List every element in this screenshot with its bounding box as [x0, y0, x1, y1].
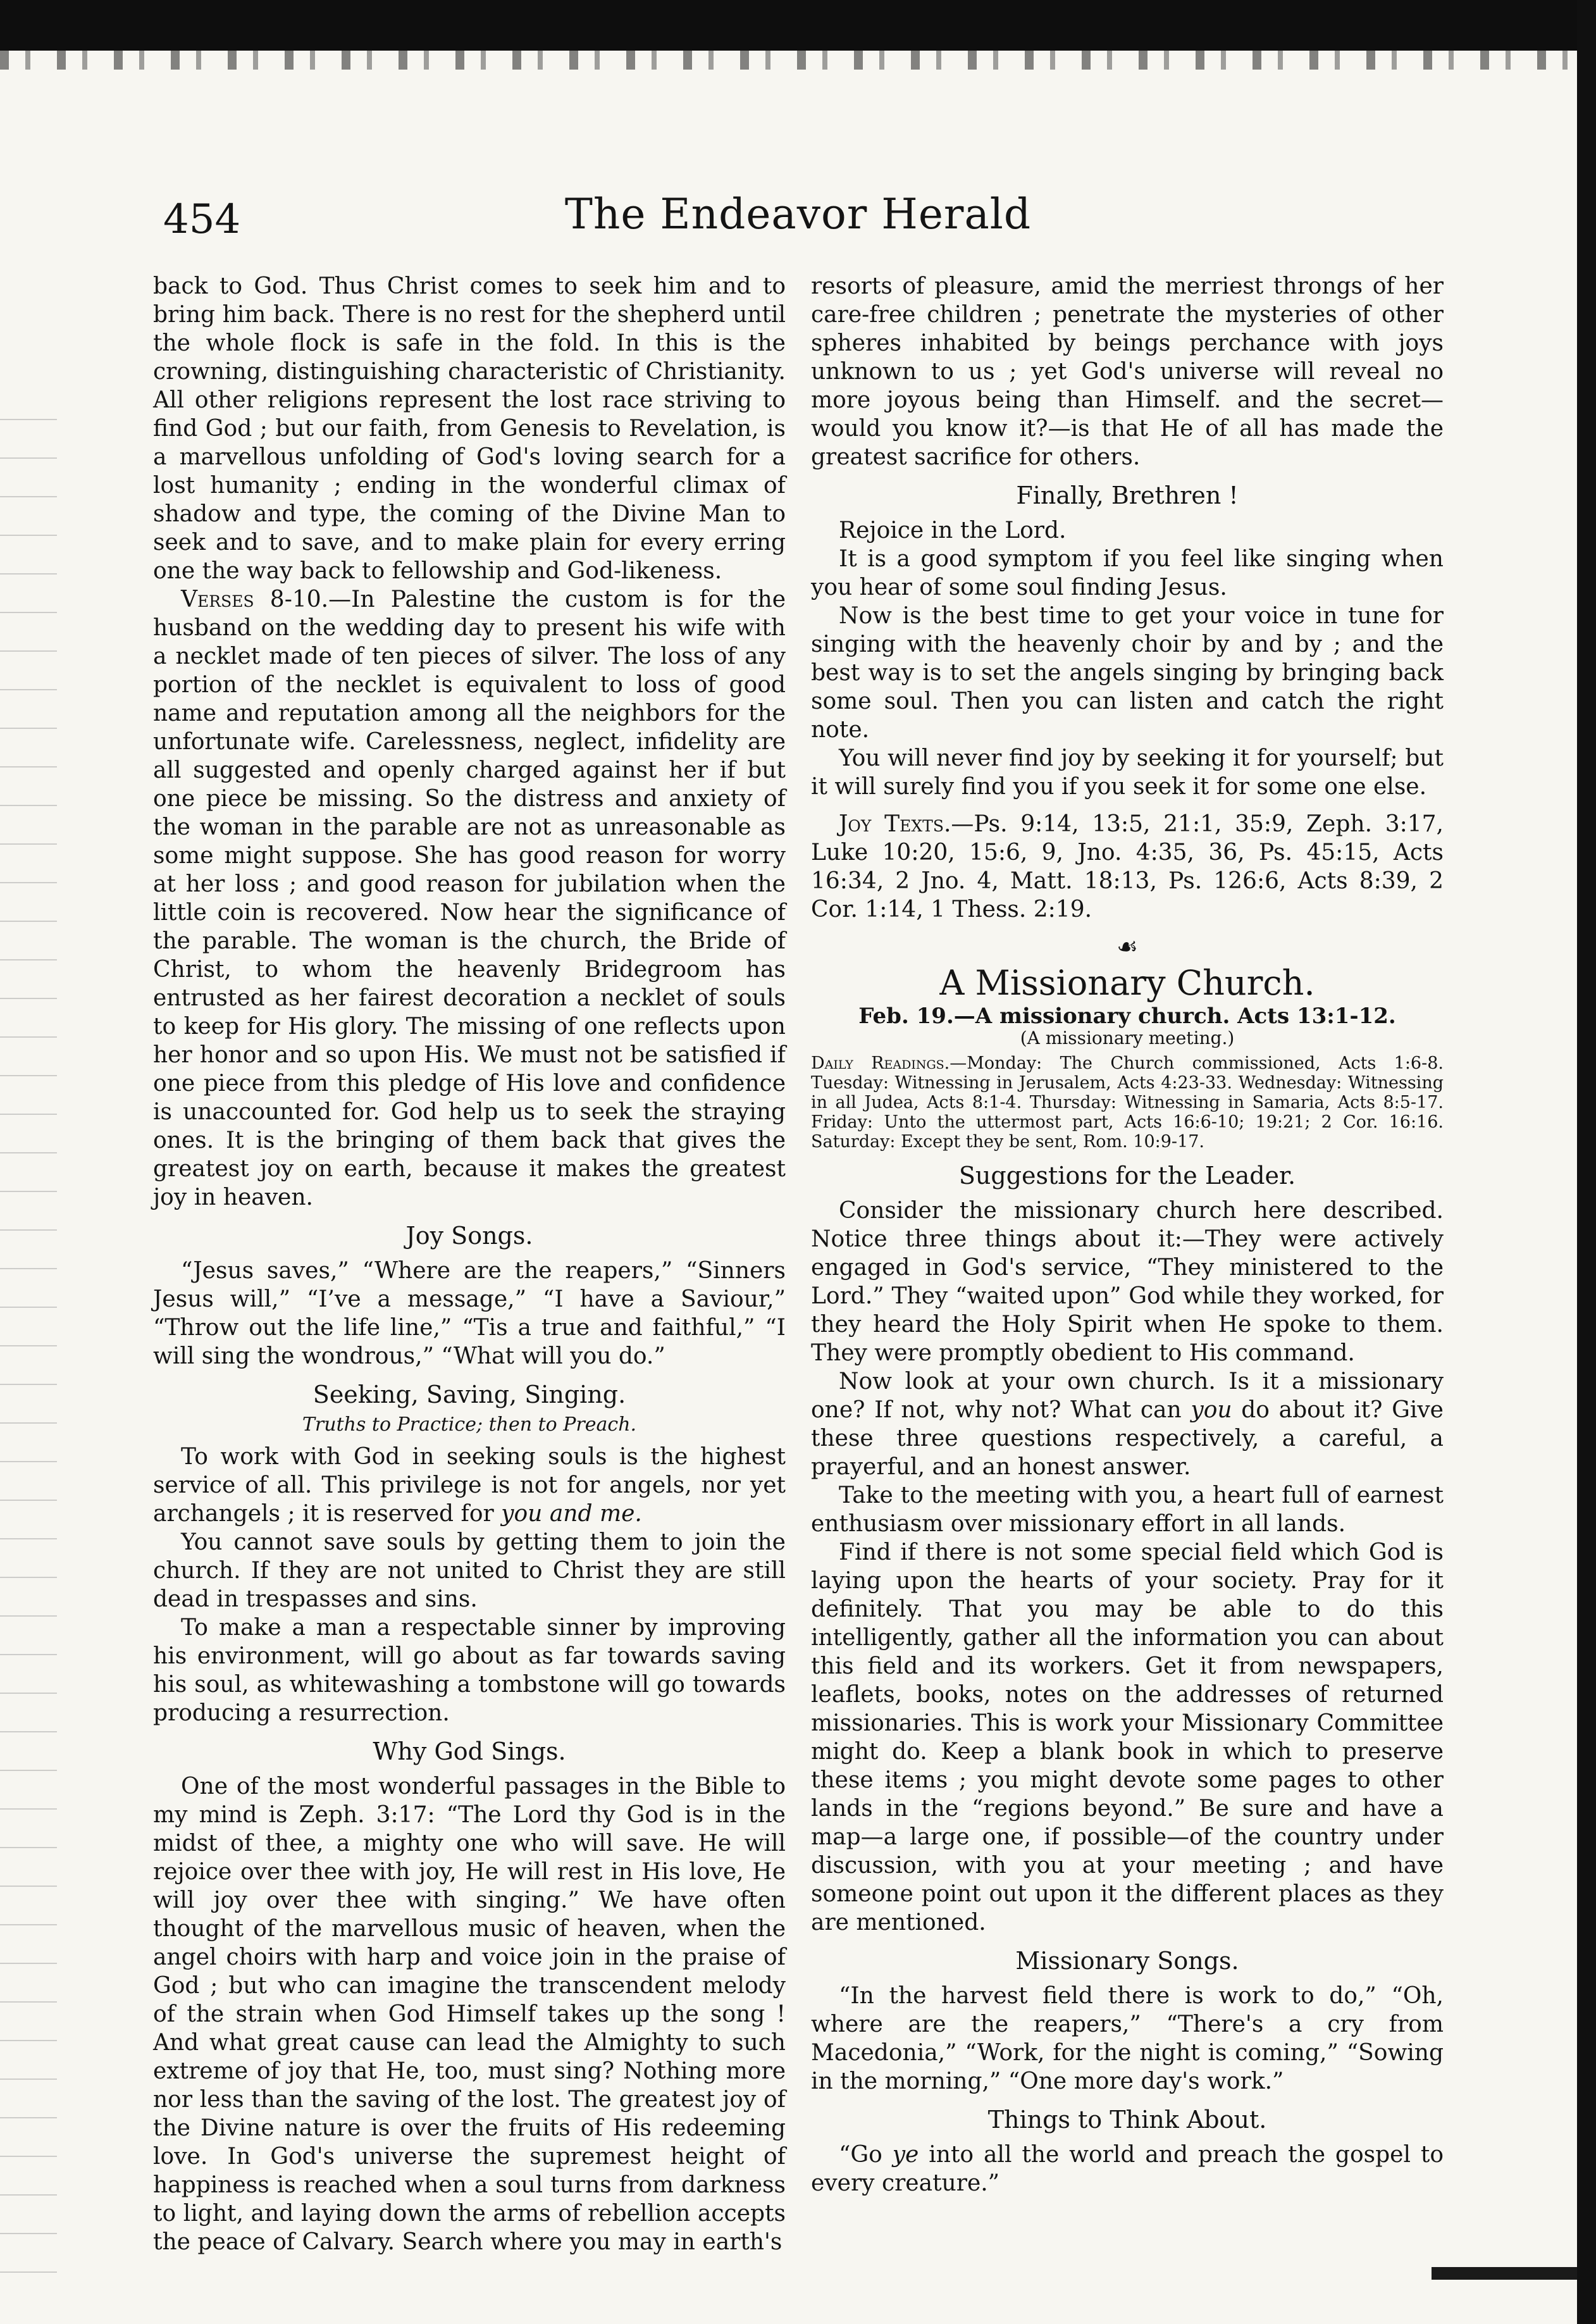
verses-label: Verses 8-10.	[181, 587, 329, 612]
paragraph: “Go ye into all the world and preach the gospel to every creature.”	[811, 2142, 1444, 2196]
missionary-church-title: A Missionary Church.	[939, 963, 1315, 1003]
paragraph: One of the most wonderful passages in the Bible to my mind is Zeph. 3:17: “The Lord thy God is in the midst of thee, a mighty one who will save. He will rejoice over thee with joy, He will rest in His love, He will joy over thee with singing.” We have often thought of the marvellous music of heaven, when the angel choirs with harp and voice join in the praise of God ; but who can imagine the transcendent melody of the strain when God Himself takes up the song ! And what great cause can lead the Almighty to such extreme of joy that He, too, must sing? Nothing more nor less than the saving of the lost. The greatest joy of the Divine nature is over the fruits of His redeeming love. In God's universe the supremest height of happiness is reached when a soul turns from darkness to light, and laying down the arms of rebellion accepts the peace of Calvary. Search where you may in earth's	[153, 1774, 786, 2255]
seeking-subheading: Truths to Practice; then to Preach.	[302, 1414, 637, 1436]
lesson-line: Feb. 19.—A missionary church. Acts 13:1-12.	[858, 1004, 1396, 1029]
joy-songs-heading: Joy Songs.	[405, 1222, 533, 1250]
left-column	[153, 272, 786, 2256]
why-god-sings-heading: Why God Sings.	[373, 1737, 566, 1765]
paragraph: You cannot save souls by getting them to join the church. If they are not united to Christ they are still dead in trespasses and sins.	[153, 1529, 786, 1612]
seeking-heading: Seeking, Saving, Singing.	[312, 1381, 626, 1408]
joy-texts-label: Joy Texts.	[839, 811, 951, 837]
paragraph: Now is the best time to get your voice in tune for singing with the heavenly choir by and by ; and the best way is to set the angels singing by bringing back some soul. Then you can listen and catch the right note.	[811, 603, 1444, 743]
paragraph: “In the harvest field there is work to do,” “Oh, where are the reapers,” “There's a cry from Macedonia,” “Work, for the night is coming,” “Sowing in the morning,” “One more day's work.”	[811, 1983, 1444, 2094]
paragraph: To work with God in seeking souls is the highest service of all. This privilege is not for angels, nor yet archangels ; it is reserved for you and me.	[153, 1444, 786, 1527]
paragraph: Take to the meeting with you, a heart full of earnest enthusiasm over missionary effort in all lands.	[811, 1482, 1444, 1537]
lesson-subtitle: (A missionary meeting.)	[1020, 1028, 1235, 1048]
daily-readings: Daily Readings.—Monday: The Church commissioned, Acts 1:6-8. Tuesday: Witnessing in Jerusalem, Acts 4:23-33. Wednesday: Witnessing in all Judea, Acts 8:1-4. Thursday: Witnessing in Samaria, Acts 8:5-17. Friday: Unto the uttermost part, Acts 16:6-10; 19:21; 2 Cor. 16:16. Saturday: Except they be sent, Rom. 10:9-17.	[811, 1053, 1444, 1152]
scan-top-border	[0, 0, 1596, 51]
scan-left-margin-marks	[0, 405, 57, 2303]
ornament-icon: ☙	[1116, 933, 1139, 960]
paragraph: It is a good symptom if you feel like singing when you hear of some soul finding Jesus.	[811, 546, 1444, 600]
missionary-songs-heading: Missionary Songs.	[1015, 1947, 1239, 1975]
suggestions-heading: Suggestions for the Leader.	[958, 1162, 1296, 1190]
scan-right-border	[1577, 0, 1596, 2324]
finally-heading: Finally, Brethren !	[1016, 482, 1239, 509]
paragraph: Joy Texts.—Ps. 9:14, 13:5, 21:1, 35:9, Zeph. 3:17, Luke 10:20, 15:6, 9, Jno. 4:35, 36, Ps. 45:15, Acts 16:34, 2 Jno. 4, Matt. 18:13, Ps. 126:6, Acts 8:39, 2 Cor. 1:14, 1 Thess. 2:19.	[811, 811, 1444, 923]
paragraph: Rejoice in the Lord.	[839, 518, 1067, 544]
paragraph: “Jesus saves,” “Where are the reapers,” “Sinners Jesus will,” “I’ve a message,” “I have a Saviour,” “Throw out the life line,” “Tis a true and faithful,” “I will sing the wondrous,” “What will you do.”	[153, 1258, 786, 1369]
things-heading: Things to Think About.	[987, 2106, 1267, 2134]
paragraph: Now look at your own church. Is it a missionary one? If not, why not? What can you do about it? Give these three questions respectively, a careful, a prayerful, and an honest answer.	[811, 1369, 1444, 1480]
paragraph: back to God. Thus Christ comes to seek him and to bring him back. There is no rest for the shepherd until the whole flock is safe in the fold. In this is the crowning, distinguishing characteristic of Christianity. All other religions represent the lost race striving to find God ; but our faith, from Genesis to Revelation, is a marvellous unfolding of God's loving search for a lost humanity ; ending in the wonderful climax of shadow and type, the coming of the Divine Man to seek and to save, and to make plain for every erring one the way back to fellowship and God-likeness.	[153, 273, 786, 584]
page-number: 454	[163, 196, 241, 243]
paragraph: To make a man a respectable sinner by improving his environment, will go about as far towards saving his soul, as whitewashing a tombstone will go towards producing a resurrection.	[153, 1615, 786, 1726]
paragraph: Consider the missionary church here described. Notice three things about it:—They were actively engaged in God's service, “They ministered to the Lord.” They “waited upon” God while they worked, for they heard the Holy Spirit when He spoke to them. They were promptly obedient to His command.	[811, 1198, 1444, 1366]
paragraph: You will never find joy by seeking it for yourself; but it will surely find you if you seek it for some one else.	[811, 745, 1444, 800]
right-column	[811, 272, 1444, 2197]
scan-bottom-mark	[1432, 2267, 1577, 2280]
paragraph: resorts of pleasure, amid the merriest throngs of her care-free children ; penetrate the mysteries of other spheres inhabited by beings perchance with joys unknown to us ; yet God's universe will reveal no more joyous being than Himself. and the secret—would you know it?—is that He of all has made the greatest sacrifice for others.	[811, 273, 1444, 470]
scan-top-noise	[0, 51, 1596, 70]
paragraph: Find if there is not some special field which God is laying upon the hearts of your society. Pray for it definitely. That you may be able to do this intelligently, gather all the information you can about this field and its workers. Get it from newspapers, leaflets, books, notes on the addresses of returned missionaries. This is work your Missionary Committee might do. Keep a blank book in which to preserve these items ; you might devote some pages to other lands in the “regions beyond.” Be sure and have a map—a large one, if possible—of the country under discussion, with you at your meeting ; and have someone point out upon it the different places as they are mentioned.	[811, 1539, 1444, 1936]
running-title: The Endeavor Herald	[564, 190, 1032, 239]
paragraph: Verses 8-10.—In Palestine the custom is for the husband on the wedding day to present his wife with a necklet made of ten pieces of silver. The loss of any portion of the necklet is equivalent to loss of good name and reputation among all the neighbors for the unfortunate wife. Carelessness, neglect, infidelity are all suggested and openly charged against her if but one piece be missing. So the distress and anxiety of the woman in the parable are not as unreasonable as some might suppose. She has good reason for worry at her loss ; and good reason for jubilation when the little coin is recovered. Now hear the significance of the parable. The woman is the church, the Bride of Christ, to whom the heavenly Bridegroom has entrusted as her fairest decoration a necklet of souls to keep for His glory. The missing of one reflects upon her honor and so upon His. We must not be satisfied if one piece from this pledge of His love and confidence is unaccounted for. God help us to seek the straying ones. It is the bringing of them back that gives the greatest joy on earth, because it makes the greatest joy in heaven.	[153, 587, 786, 1210]
